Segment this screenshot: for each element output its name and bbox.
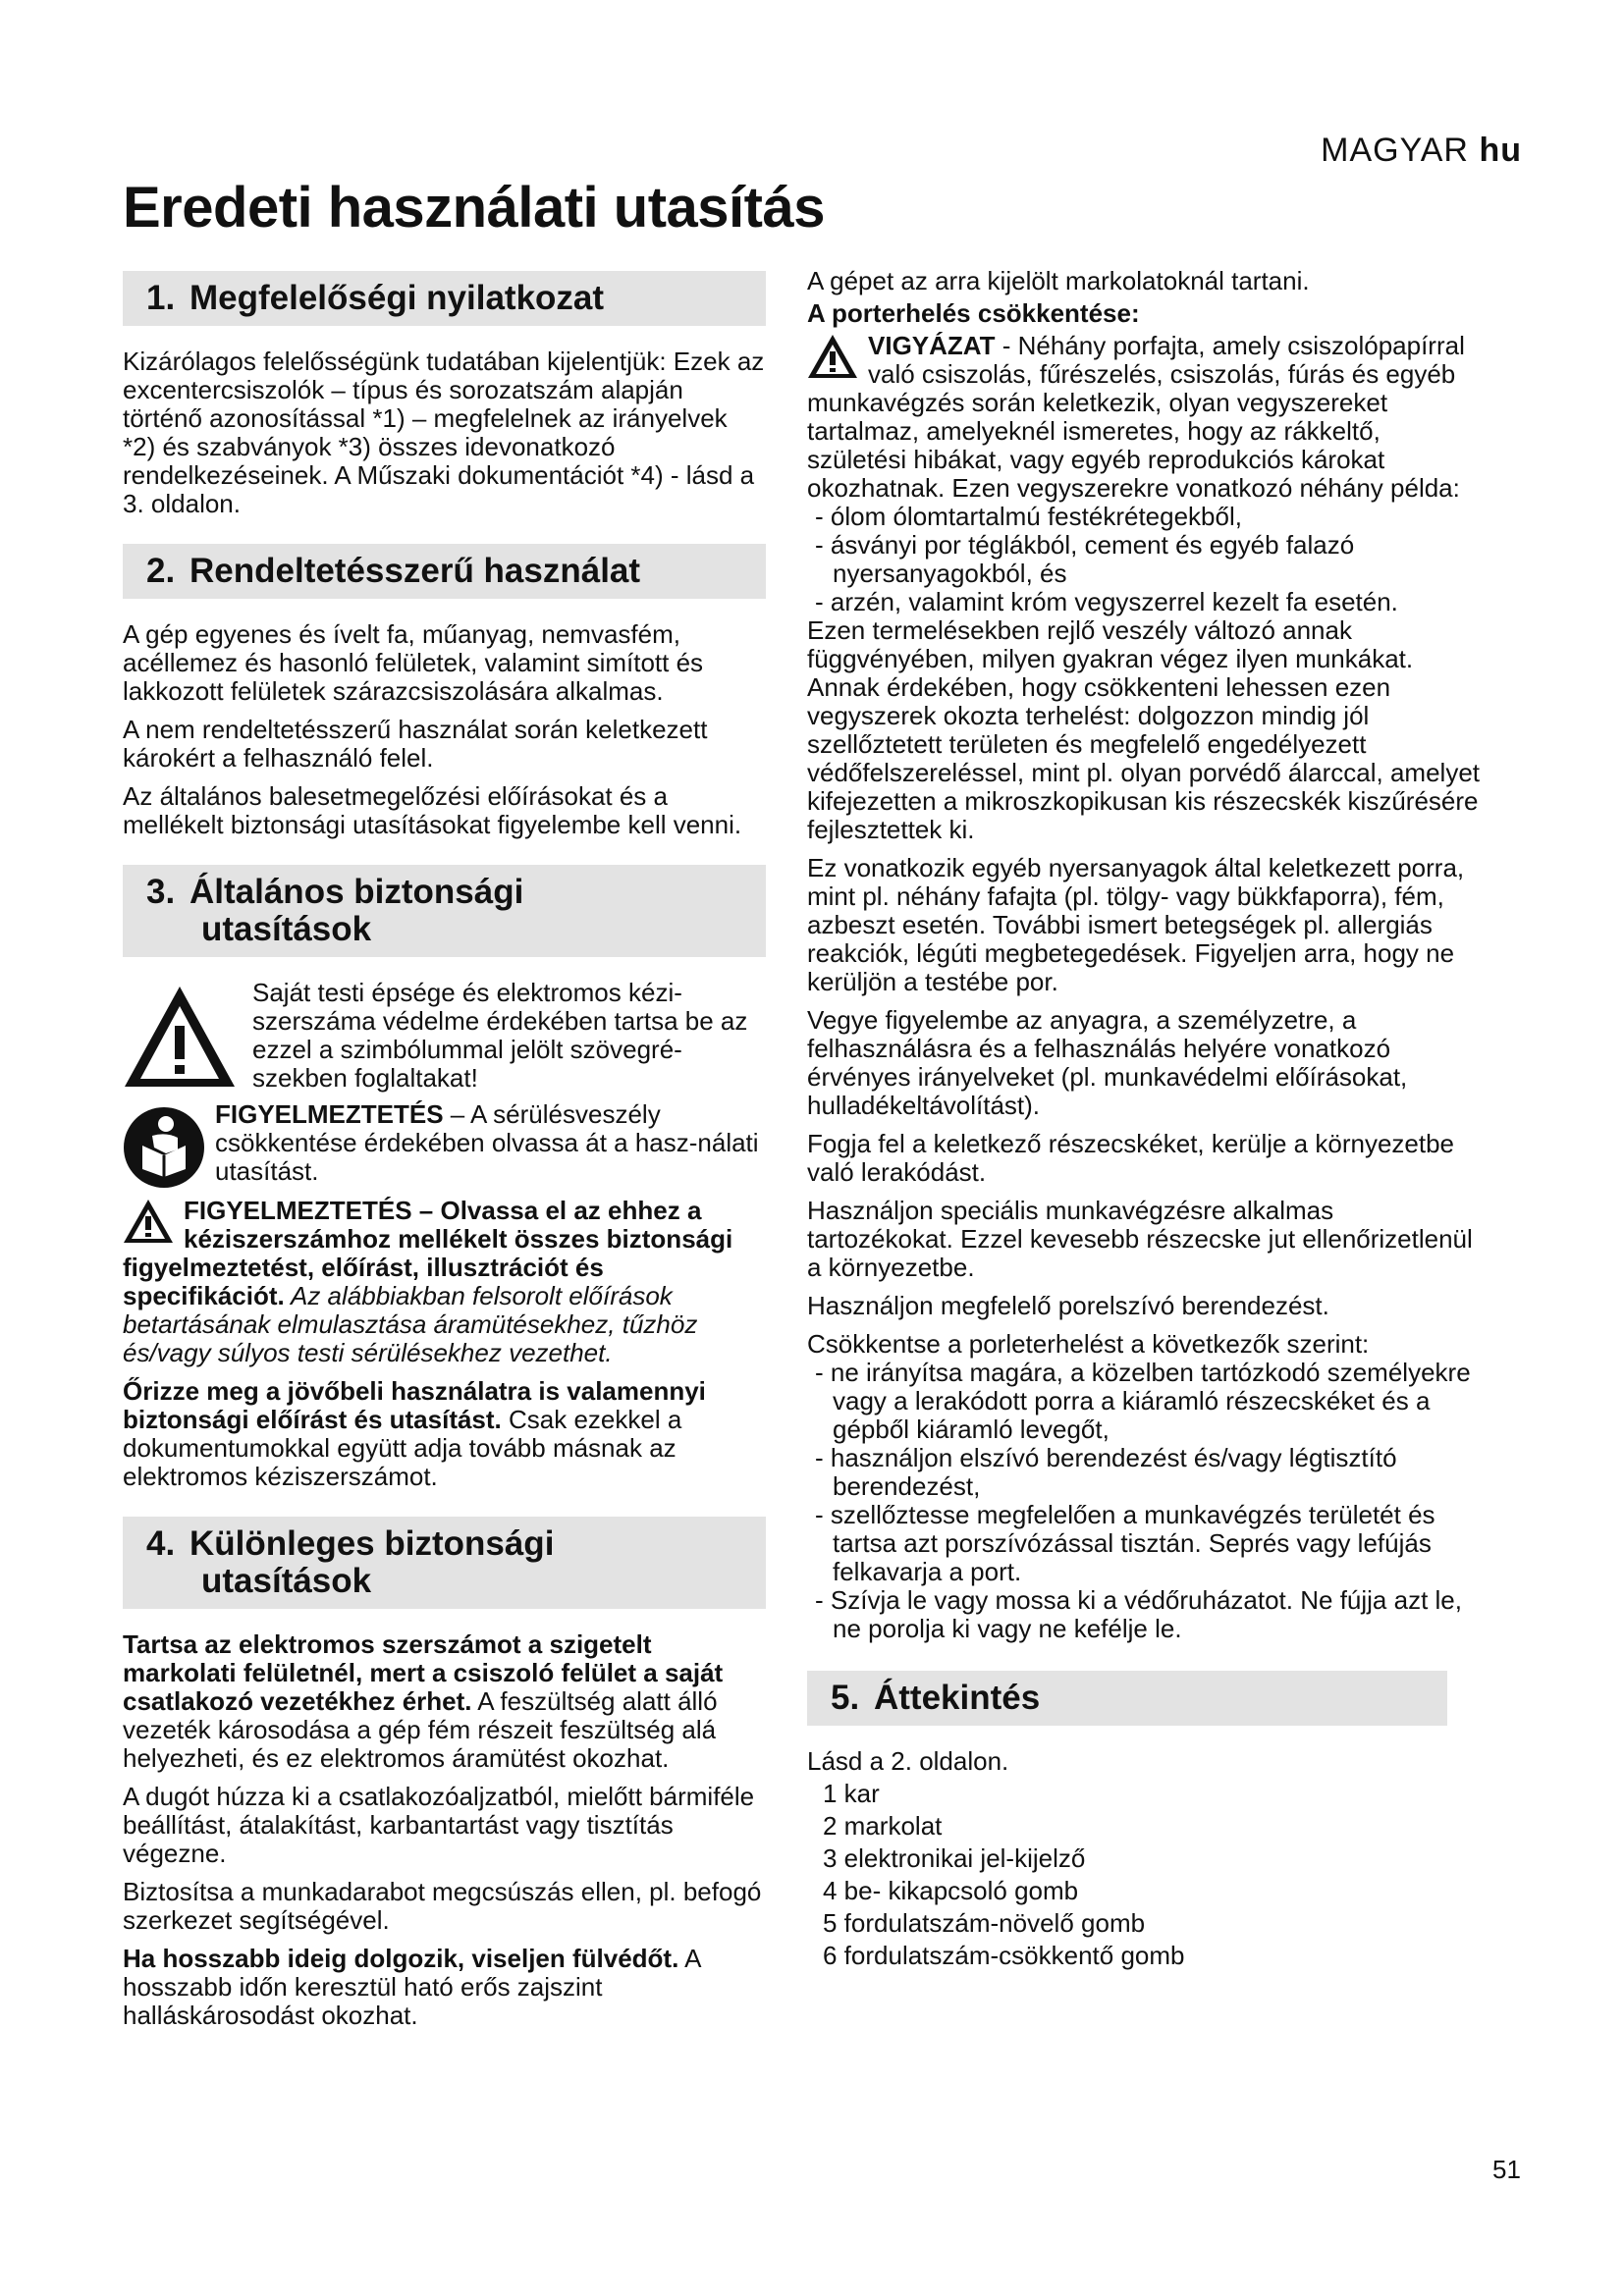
language-name: MAGYAR [1321,132,1469,169]
section-4-p4: Ha hosszabb ideig dolgozik, viseljen fülvédőt. A hosszabb időn keresztül ható erős zajszint halláskárosodást okozhat. [123,1944,701,2030]
catch-text: Fogja fel a keletkező részecskéket, kerülje a környezetbe való lerakódást. [807,1129,1455,1187]
rules-text: Vegye figyelembe az anyagra, a személyzetre, a felhasználásra és a felhasználás helyére vonatkozó érvényes irányelveket (pl. munkavédelmi előírásokat, hulladékeltávolítást). [807,1005,1408,1120]
keep-instructions: Őrizze meg a jövőbeli használatra is valamennyi biztonsági előírást és utasítást. Csak ezekkel a dokumentumokkal együtt adja tovább másnak az elektromos kéziszerszámot. [123,1376,706,1491]
section-1-text: Kizárólagos felelősségünk tudatában kijelentjük: Ezek az excentercsiszolók – típus és sorozatszám alapján történő azonosítással *1) – megfelelnek az irányelvek *2) és szabványok *3) összes idevonatkozó rendelkezéseinek. A Műszaki dokumentációt *4) - lásd a 3. oldalon. [123,347,765,518]
list-item: 1 kar [823,1779,880,1808]
section-4-heading: 4. Különleges biztonsági utasítások [123,1517,766,1609]
caution-text: VIGYÁZAT - Néhány porfajta, amely csiszolópapírral való csiszolás, fűrészelés, csiszolás, fúrás és egyéb munkavégzés során keletkezik, olyan vegyszereket tartalmaz, amelyeknél ismeretes, hogy az rákkeltő, születési hibákat, vagy egyéb reprodukciós károkat okozhatnak. Ezen vegyszerekre vonatkozó néhány példa: [807,331,1465,503]
left-column [123,271,766,2040]
warning-symbol-text: Saját testi épsége és elektromos kézi-szerszáma védelme érdekében tartsa be az ezzel a szimbólummal jelölt szövegré-szekben foglaltakat! [252,978,748,1093]
list-item: - ne irányítsa magára, a közelben tartózkodó személyekre vagy a lerakódott porra a kiáramló részecskéket és a gépből kiáramló levegőt, [815,1358,1471,1444]
page-title: Eredeti használati utasítás [123,176,825,240]
section-1-heading: 1. Megfelelőségi nyilatkozat [123,271,766,326]
section-2-p3: Az általános balesetmegelőzési előírásokat és a mellékelt biztonsági utasításokat figyelembe kell venni. [123,781,742,839]
list-item: - használjon elszívó berendezést és/vagy légtisztító berendezést, [815,1443,1397,1501]
risk-text: Ezen termelésekben rejlő veszély változó annak függvényében, milyen gyakran végez ilyen munkákat. Annak érdekében, hogy csökkenteni lehessen ezen vegyszerek okozta terhelést: dolgozzon mindig jól szellőztetett területen és megfelelő engedélyezett védőfelszereléssel, mint pl. olyan porvédő álarccal, amelyet kifejezetten a mikroszkopikusan kis részecskék kiszűrésére fejlesztettek ki. [807,615,1481,844]
dust-heading: A porterhelés csökkentése: [807,298,1140,328]
reduce-list [807,1359,1485,1643]
section-5-heading: 5. Áttekintés [807,1671,1447,1726]
warning-symbol-block [123,979,766,1093]
section-3-heading: 3. Általános biztonsági utasítások [123,865,766,957]
right-column [807,267,1485,1972]
section-4-p2: A dugót húzza ki a csatlakozóaljzatból, mielőtt bármiféle beállítást, átalakítást, karbantartást vagy tisztítás végezne. [123,1782,755,1868]
list-item: 3 elektronikai jel-kijelző [823,1843,1086,1873]
read-manual-text: FIGYELMEZTETÉS – A sérülésveszély csökkentése érdekében olvassa át a hasz-nálati utasítást. [215,1099,759,1186]
reduce-text: Csökkentse a porleterhelést a következők szerint: [807,1329,1370,1359]
section-2-p2: A nem rendeltetésszerű használat során keletkezett károkért a felhasználó felel. [123,715,708,773]
warning-small-icon [123,1199,174,1244]
other-dust-text: Ez vonatkozik egyéb nyersanyagok által keletkezett porra, mint pl. néhány fafajta (pl. tölgy- vagy bükkfaporra), fém, azbeszt esetén. További ismert betegségek pl. allergiás reakciók, légúti megbetegedések. Figyeljen arra, hogy ne kerüljön a testébe por. [807,853,1465,996]
caution-icon [807,334,858,379]
list-item: - szellőztesse megfelelően a munkavégzés területét és tartsa azt porszívózással tisztán. Seprés vagy lefújás felkavarja a port. [815,1500,1435,1586]
warning-triangle-icon [123,985,237,1089]
section-2-heading: 2. Rendeltetésszerű használat [123,544,766,599]
read-manual-block [123,1100,766,1189]
section-4-p1: Tartsa az elektromos szerszámot a szigetelt markolati felületnél, mert a csiszoló felület a saját csatlakozó vezetékhez érhet. A feszültség alatt álló vezeték károsodása a gép fém részeit feszültség alá helyezheti, és ez elektromos áramütést okozhat. [123,1629,724,1773]
list-item: - ólom ólomtartalmú festékrétegekből, [815,502,1242,531]
list-item: - ásványi por téglákból, cement és egyéb falazó nyersanyagokból, és [815,530,1355,588]
section-2-p1: A gép egyenes és ívelt fa, műanyag, nemvasfém, acéllemez és hasonló felületek, valamint simított és lakkozott felületek szárazcsiszolására alkalmas. [123,619,704,706]
extractor-text: Használjon megfelelő porelszívó berendezést. [807,1291,1329,1320]
warning-all-instructions: FIGYELMEZTETÉS – Olvassa el az ehhez a kéziszerszámhoz mellékelt összes biztonsági figyelmeztetést, előírást, illusztrációt és specifikációt. Az alábbiakban felsorolt előírások betartásának elmulasztása áramütésekhez, tűzhöz és/vagy súlyos testi sérülésekhez vezethet. [123,1196,733,1367]
language-header [1306,132,1522,170]
list-item: 4 be- kikapcsoló gomb [823,1876,1079,1905]
language-code: hu [1479,132,1522,169]
overview-list [807,1778,1485,1972]
read-manual-icon [123,1106,205,1189]
accessories-text: Használjon speciális munkavégzésre alkalmas tartozékokat. Ezzel kevesebb részecske jut ellenőrizetlenül a környezetbe. [807,1196,1473,1282]
hold-text: A gépet az arra kijelölt markolatoknál tartani. [807,266,1310,295]
list-item: 6 fordulatszám-csökkentő gomb [823,1941,1185,1970]
examples-list [807,503,1485,616]
section-4-p3: Biztosítsa a munkadarabot megcsúszás ellen, pl. befogó szerkezet segítségével. [123,1877,762,1935]
page-number: 51 [1492,2155,1521,2184]
list-item: 5 fordulatszám-növelő gomb [823,1908,1146,1938]
overview-intro: Lásd a 2. oldalon. [807,1746,1009,1776]
list-item: - Szívja le vagy mossa ki a védőruházatot. Ne fújja azt le, ne porolja ki vagy ne kefélje le. [815,1585,1462,1643]
list-item: 2 markolat [823,1811,943,1841]
list-item: - arzén, valamint króm vegyszerrel kezelt fa esetén. [815,587,1398,616]
